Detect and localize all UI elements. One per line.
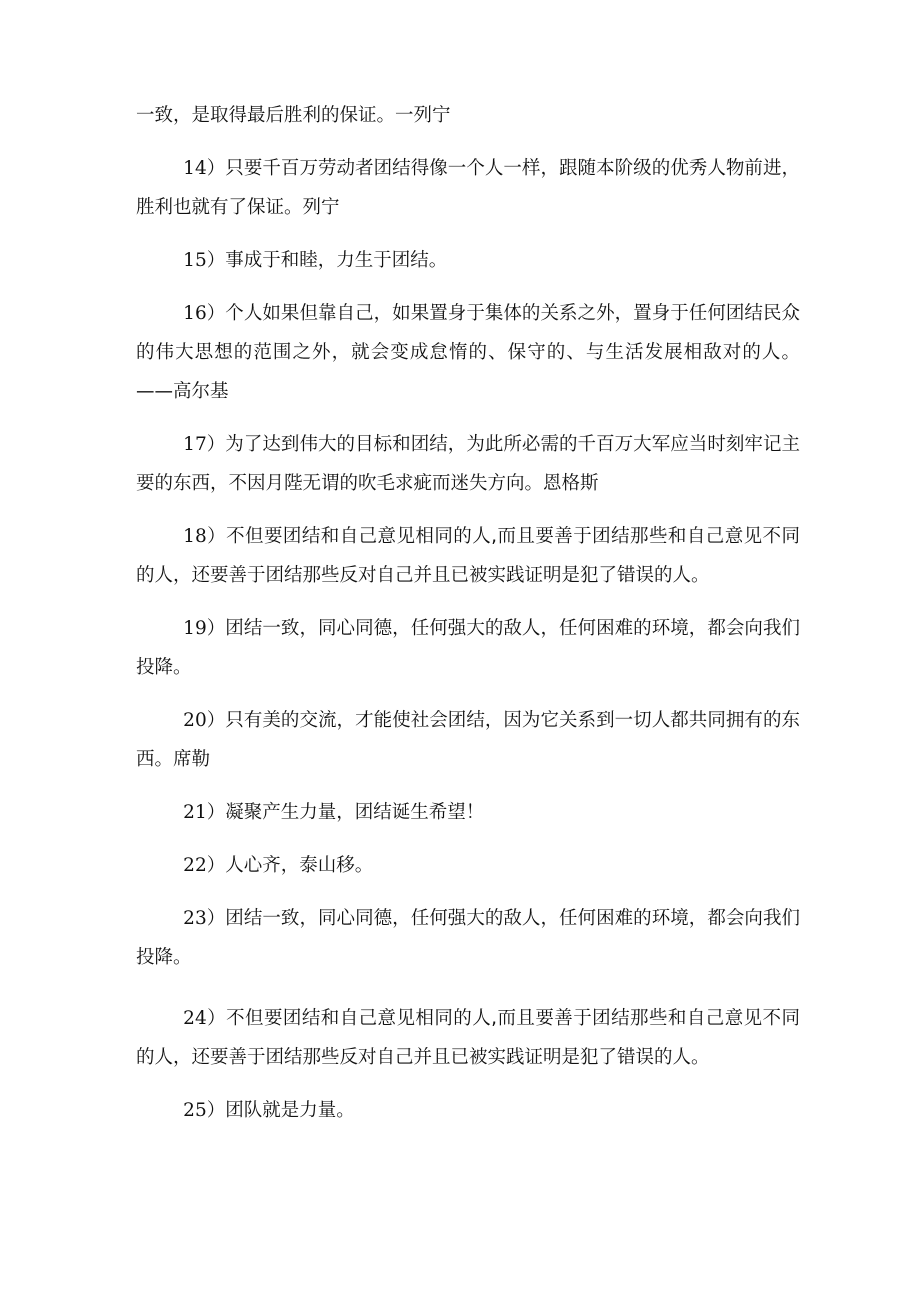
paragraph-text: ）团结一致，同心同德，任何强大的敌人，任何困难的环境，都会向我们投降。 bbox=[136, 618, 800, 678]
item-number: 18 bbox=[183, 526, 207, 547]
item-number: 24 bbox=[183, 1008, 207, 1029]
paragraph-text: ）个人如果但靠自己，如果置身于集体的关系之外，置身于任何团结民众的伟大思想的范围之外，就会变成怠惰的、保守的、与生活发展相敌对的人。——高尔基 bbox=[136, 303, 800, 402]
item-number: 15 bbox=[183, 250, 207, 271]
paragraph-text: ）只要千百万劳动者团结得像一个人一样，跟随本阶级的优秀人物前进，胜利也就有了保证。列宁 bbox=[136, 158, 800, 218]
paragraph-text: 一致，是取得最后胜利的保证。一列宁 bbox=[136, 105, 451, 126]
paragraph-continuation bbox=[136, 96, 800, 135]
quote-item-21 bbox=[136, 793, 800, 832]
item-number: 19 bbox=[183, 618, 207, 639]
quote-item-24 bbox=[136, 999, 800, 1077]
paragraph-text: ）不但要团结和自己意见相同的人,而且要善于团结那些和自己意见不同的人，还要善于团结那些反对自己并且已被实践证明是犯了错误的人。 bbox=[136, 1008, 800, 1068]
paragraph-text: ）凝聚产生力量，团结诞生希望！ bbox=[206, 802, 485, 823]
item-number: 16 bbox=[183, 303, 207, 324]
document-body bbox=[136, 96, 800, 1144]
quote-item-20 bbox=[136, 701, 800, 779]
paragraph-text: ）团队就是力量。 bbox=[206, 1100, 355, 1121]
item-number: 20 bbox=[183, 710, 207, 731]
quote-item-14 bbox=[136, 149, 800, 227]
paragraph-text: ）人心齐，泰山移。 bbox=[206, 855, 374, 876]
quote-item-17 bbox=[136, 425, 800, 503]
paragraph-text: ）为了达到伟大的目标和团结，为此所必需的千百万大军应当时刻牢记主要的东西，不因月陛无谓的吹毛求疵而迷失方向。恩格斯 bbox=[136, 434, 800, 494]
quote-item-25 bbox=[136, 1091, 800, 1130]
item-number: 17 bbox=[183, 434, 207, 455]
paragraph-text: ）只有美的交流，才能使社会团结，因为它关系到一切人都共同拥有的东西。席勒 bbox=[136, 710, 800, 770]
quote-item-16 bbox=[136, 294, 800, 411]
item-number: 14 bbox=[183, 158, 207, 179]
quote-item-19 bbox=[136, 609, 800, 687]
item-number: 21 bbox=[183, 802, 207, 823]
item-number: 23 bbox=[183, 908, 207, 929]
item-number: 22 bbox=[183, 855, 207, 876]
item-number: 25 bbox=[183, 1100, 207, 1121]
paragraph-text: ）不但要团结和自己意见相同的人,而且要善于团结那些和自己意见不同的人，还要善于团结那些反对自己并且已被实践证明是犯了错误的人。 bbox=[136, 526, 800, 586]
quote-item-23 bbox=[136, 899, 800, 977]
quote-item-15 bbox=[136, 241, 800, 280]
quote-item-18 bbox=[136, 517, 800, 595]
quote-item-22 bbox=[136, 846, 800, 885]
paragraph-text: ）团结一致，同心同德，任何强大的敌人，任何困难的环境，都会向我们投降。 bbox=[136, 908, 800, 968]
paragraph-text: ）事成于和睦，力生于团结。 bbox=[206, 250, 448, 271]
